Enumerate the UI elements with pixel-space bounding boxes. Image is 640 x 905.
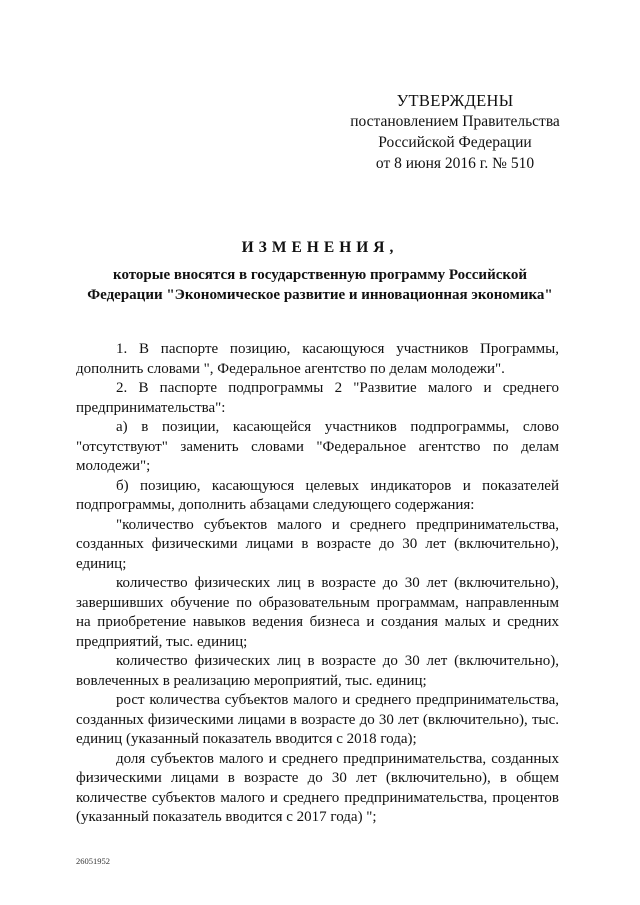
document-subtitle [60, 265, 580, 305]
approval-line-3: Российской Федерации [378, 134, 532, 151]
approval-block [340, 90, 570, 174]
paragraph-9: доля субъектов малого и среднего предпринимательства, созданных физическими лицами в возрасте до 30 лет (включительно), в общем количестве субъектов малого и среднего предпринимательства, процентов (указанный показатель вводится с 2017 года) "; [76, 750, 559, 825]
subtitle-line-1: которые вносятся в государственную программу Российской [113, 267, 527, 283]
paragraph-6: количество физических лиц в возрасте до 30 лет (включительно), завершивших обучение по образовательным программам, направленным на приобретение навыков ведения бизнеса и создания малых и средних предприятий, тыс. единиц; [76, 575, 559, 650]
paragraph-2: 2. В паспорте подпрограммы 2 "Развитие малого и среднего предпринимательства": [76, 380, 559, 416]
subtitle-line-2: Федерации "Экономическое развитие и инновационная экономика" [87, 287, 553, 303]
approval-line-2: постановлением Правительства [350, 113, 560, 130]
approval-line-4: от 8 июня 2016 г. № 510 [375, 155, 535, 172]
document-title: ИЗМЕНЕНИЯ, [241, 239, 399, 256]
paragraph-4: б) позицию, касающуюся целевых индикаторов и показателей подпрограммы, дополнить абзацами следующего содержания: [76, 477, 559, 513]
paragraph-5: "количество субъектов малого и среднего предпринимательства, созданных физическими лицами в возрасте до 30 лет (включительно), единиц; [76, 516, 559, 572]
paragraph-8: рост количества субъектов малого и среднего предпринимательства, созданных физическими лицами в возрасте до 30 лет (включительно), тыс. единиц (указанный показатель вводится с 2018 года); [76, 692, 559, 747]
document-body [76, 340, 559, 828]
paragraph-7: количество физических лиц в возрасте до 30 лет (включительно), вовлеченных в реализацию мероприятий, тыс. единиц; [76, 653, 559, 689]
document-code: 26051952 [76, 856, 110, 866]
paragraph-3: а) в позиции, касающейся участников подпрограммы, слово "отсутствуют" заменить словами "Федеральное агентство по делам молодежи"; [76, 419, 559, 474]
approval-heading: УТВЕРЖДЕНЫ [396, 91, 514, 110]
paragraph-1: 1. В паспорте позицию, касающуюся участников Программы, дополнить словами ", Федеральное агентство по делам молодежи". [76, 341, 559, 377]
